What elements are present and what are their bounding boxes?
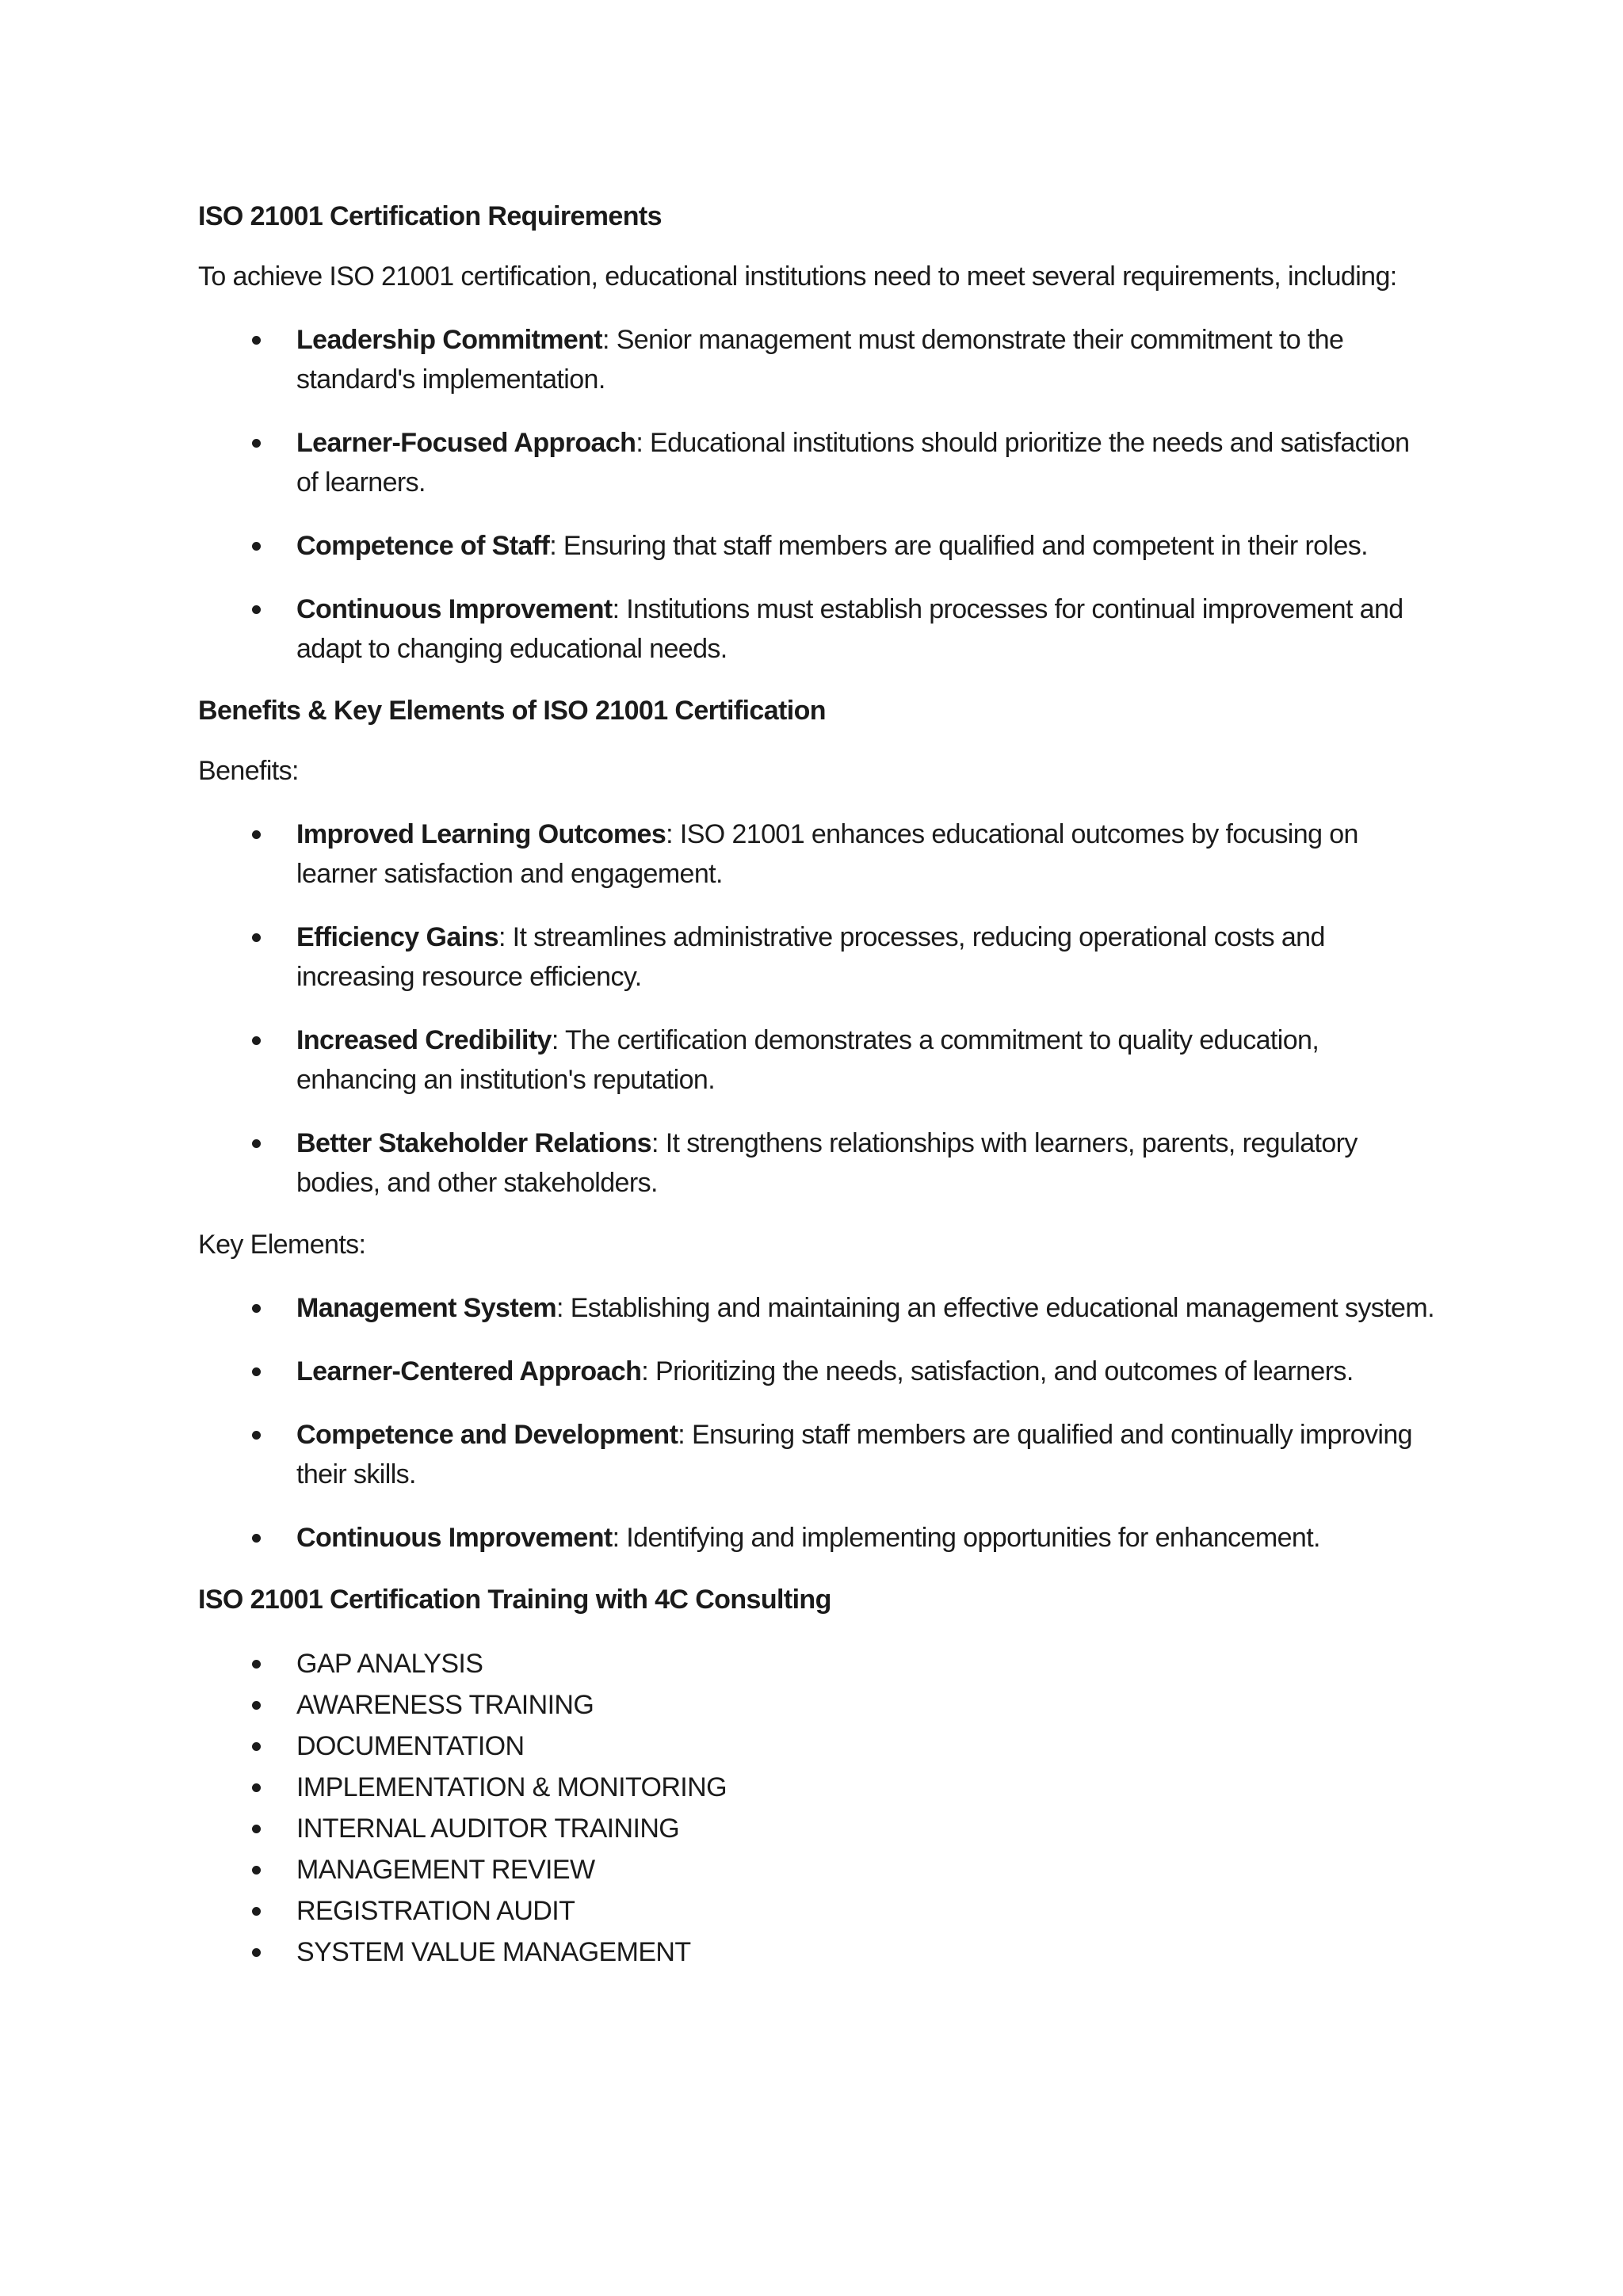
item-term: Efficiency Gains	[296, 922, 498, 952]
bullet-icon	[252, 1907, 261, 1916]
training-item: MANAGEMENT REVIEW	[296, 1855, 595, 1885]
bullet-icon	[252, 1742, 261, 1751]
bullet-icon	[252, 1139, 261, 1148]
item-text: : Ensuring that staff members are qualified and competent in their roles.	[549, 531, 1368, 561]
list-item	[198, 1890, 1434, 1932]
list-item	[198, 320, 1434, 399]
bullet-icon	[252, 1866, 261, 1875]
requirements-intro: To achieve ISO 21001 certification, educational institutions need to meet several requirements, including:	[198, 261, 1397, 292]
list-item	[198, 1767, 1434, 1808]
training-item: INTERNAL AUDITOR TRAINING	[296, 1814, 680, 1844]
item-text: : Identifying and implementing opportunities for enhancement.	[612, 1523, 1320, 1553]
list-item	[198, 526, 1434, 566]
requirements-list	[198, 320, 1434, 669]
list-item	[198, 1020, 1434, 1100]
item-text: : It strengthens relationships with learners, parents, regulatory bodies, and other stakeholders.	[296, 1128, 1358, 1198]
training-item: DOCUMENTATION	[296, 1731, 525, 1761]
item-text: : Ensuring staff members are qualified and continually improving their skills.	[296, 1420, 1412, 1489]
item-term: Improved Learning Outcomes	[296, 819, 666, 849]
item-term: Continuous Improvement	[296, 1523, 613, 1553]
bullet-icon	[252, 1367, 261, 1376]
bullet-icon	[252, 1783, 261, 1792]
bullet-icon	[252, 1660, 261, 1669]
item-text: : Senior management must demonstrate their commitment to the standard's implementation.	[296, 325, 1344, 395]
requirements-heading: ISO 21001 Certification Requirements	[198, 201, 662, 231]
bullet-icon	[252, 1534, 261, 1543]
list-item	[198, 1643, 1434, 1684]
list-item	[198, 1932, 1434, 1973]
item-text: : The certification demonstrates a commitment to quality education, enhancing an institution's reputation.	[296, 1025, 1319, 1095]
bullet-icon	[252, 542, 261, 551]
item-text: : ISO 21001 enhances educational outcomes by focusing on learner satisfaction and engagement.	[296, 819, 1358, 889]
list-item	[198, 1415, 1434, 1494]
item-term: Learner-Focused Approach	[296, 428, 636, 458]
bullet-icon	[252, 1431, 261, 1440]
item-term: Learner-Centered Approach	[296, 1356, 642, 1386]
bullet-icon	[252, 830, 261, 839]
benefits-list	[198, 814, 1434, 1203]
document-content	[198, 196, 1434, 1973]
key-elements-label: Key Elements:	[198, 1230, 366, 1260]
item-term: Management System	[296, 1293, 557, 1323]
list-item	[198, 1288, 1434, 1328]
list-item	[198, 814, 1434, 894]
list-item	[198, 1849, 1434, 1890]
list-item	[198, 1518, 1434, 1558]
list-item	[198, 1726, 1434, 1767]
bullet-icon	[252, 1948, 261, 1957]
list-item	[198, 1123, 1434, 1203]
benefits-label: Benefits:	[198, 756, 299, 786]
benefits-heading: Benefits & Key Elements of ISO 21001 Certification	[198, 696, 826, 726]
bullet-icon	[252, 439, 261, 448]
list-item	[198, 589, 1434, 669]
item-text: : Educational institutions should prioritize the needs and satisfaction of learners.	[296, 428, 1410, 498]
item-term: Continuous Improvement	[296, 594, 613, 624]
training-list	[198, 1643, 1434, 1973]
list-item	[198, 1352, 1434, 1391]
bullet-icon	[252, 605, 261, 614]
item-term: Better Stakeholder Relations	[296, 1128, 651, 1158]
list-item	[198, 1808, 1434, 1849]
item-text: : Prioritizing the needs, satisfaction, and outcomes of learners.	[641, 1356, 1354, 1386]
key-elements-list	[198, 1288, 1434, 1558]
training-item: SYSTEM VALUE MANAGEMENT	[296, 1937, 691, 1967]
bullet-icon	[252, 1825, 261, 1833]
item-text: : Institutions must establish processes for continual improvement and adapt to changing educational needs.	[296, 594, 1403, 664]
item-text: : Establishing and maintaining an effective educational management system.	[556, 1293, 1434, 1323]
bullet-icon	[252, 1701, 261, 1710]
item-term: Competence of Staff	[296, 531, 550, 561]
training-item: IMPLEMENTATION & MONITORING	[296, 1772, 727, 1802]
bullet-icon	[252, 933, 261, 942]
bullet-icon	[252, 1036, 261, 1045]
training-item: REGISTRATION AUDIT	[296, 1896, 575, 1926]
item-term: Competence and Development	[296, 1420, 678, 1450]
training-heading: ISO 21001 Certification Training with 4C Consulting	[198, 1585, 831, 1615]
list-item	[198, 917, 1434, 997]
item-term: Increased Credibility	[296, 1025, 552, 1055]
training-item: GAP ANALYSIS	[296, 1649, 483, 1679]
bullet-icon	[252, 336, 261, 345]
item-term: Leadership Commitment	[296, 325, 603, 355]
bullet-icon	[252, 1304, 261, 1313]
list-item	[198, 1684, 1434, 1726]
list-item	[198, 423, 1434, 502]
item-text: : It streamlines administrative processes, reducing operational costs and increasing resource efficiency.	[296, 922, 1325, 992]
training-item: AWARENESS TRAINING	[296, 1690, 594, 1720]
